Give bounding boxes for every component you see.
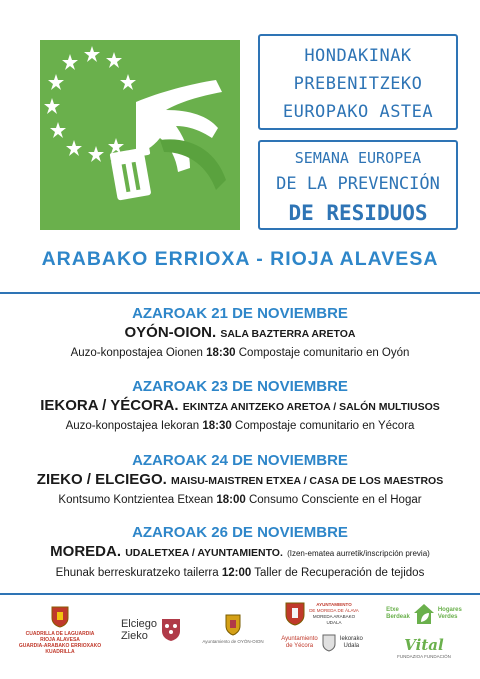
event-date: AZAROAK 21 DE NOVIEMBRE — [132, 305, 348, 322]
divider-bottom — [0, 593, 480, 595]
event-note: (Izen-ematea aurretik/inscripción previa) — [287, 549, 430, 558]
moreda-line-4: UDALA — [326, 620, 342, 625]
event-time: 18:00 — [216, 494, 246, 506]
event-place — [0, 470, 480, 491]
elciego-name: Elciego — [120, 618, 158, 630]
event-desc-eu: Auzo-konpostajea Oionen — [70, 347, 203, 359]
title-spanish — [258, 140, 458, 230]
title-es-line-2: DE LA PREVENCIÓN — [276, 174, 440, 194]
hogares-line-1: Hogares — [437, 607, 462, 613]
etxe-line-2: Berdeak — [386, 614, 410, 620]
title-eu-line-3: EUROPAKO ASTEA — [282, 102, 434, 122]
etxe-line-1: Etxe — [386, 607, 399, 613]
event-2 — [0, 378, 480, 435]
logo-moreda-yecora — [272, 602, 372, 652]
event-date: AZAROAK 23 DE NOVIEMBRE — [132, 378, 348, 395]
event-desc-eu: Kontsumo Kontzientea Etxean — [58, 494, 214, 506]
cuadrilla-line-2: RIOJA ALAVESA — [40, 637, 80, 643]
event-time: 18:30 — [206, 347, 236, 359]
event-date: AZAROAK 26 DE NOVIEMBRE — [132, 524, 348, 541]
event-desc-es: Consumo Consciente en el Hogar — [248, 494, 422, 506]
iekora-line-2: Udala — [343, 643, 360, 649]
elciego-shield-icon — [161, 618, 181, 642]
yecora-line-2: de Yécora — [285, 643, 314, 649]
logo-hogares-verdes — [378, 602, 470, 659]
event-1 — [0, 305, 480, 362]
vital-caption: FUNDAZIOA FUNDACIÓN — [397, 654, 451, 659]
cuadrilla-shield-icon — [51, 606, 69, 628]
event-desc-eu: Auzo-konpostajea Iekoran — [65, 420, 200, 432]
house-leaf-icon — [413, 602, 435, 626]
event-desc-es: Compostaje comunitario en Oyón — [238, 347, 410, 359]
event-description — [0, 417, 480, 435]
event-time: 18:30 — [202, 420, 232, 432]
event-desc-es: Compostaje comunitario en Yécora — [235, 420, 415, 432]
title-eu-line-2: PREBENITZEKO — [293, 74, 423, 94]
oyon-shield-icon — [225, 614, 241, 636]
iekora-line-1: Iekorako — [339, 636, 363, 642]
moreda-line-1: AYUNTAMIENTO — [316, 602, 352, 607]
event-time: 12:00 — [221, 567, 252, 579]
event-town: OYÓN-OION. — [124, 324, 217, 341]
event-desc-es: Taller de Recuperación de tejidos — [254, 567, 425, 579]
event-place — [0, 323, 480, 344]
title-es-line-1: SEMANA EUROPEA — [294, 149, 422, 167]
event-place — [0, 396, 480, 417]
vital-logo-text: Vital — [404, 636, 444, 654]
cuadrilla-line-1: CUADRILLA DE LAGUARDIA — [25, 631, 95, 637]
event-3 — [0, 452, 480, 509]
region-title: ARABAKO ERRIOXA - RIOJA ALAVESA — [41, 248, 439, 270]
sponsor-logos — [0, 600, 480, 679]
event-town: ZIEKO / ELCIEGO. — [36, 471, 167, 488]
event-description — [0, 491, 480, 509]
zieko-name: Zieko — [120, 630, 148, 642]
event-venue: SALA BAZTERRA ARETOA — [220, 328, 356, 340]
event-desc-eu: Ehunak berreskuratzeko tailerra — [55, 567, 219, 579]
event-venue: MAISU-MAISTREN ETXEA / CASA DE LOS MAESTROS — [170, 475, 444, 487]
event-venue: UDALETXEA / AYUNTAMIENTO. — [125, 547, 283, 559]
event-town: IEKORA / YÉCORA. — [40, 397, 179, 414]
title-eu-line-1: HONDAKINAK — [304, 46, 412, 66]
moreda-line-2: DE MOREDA DE ÁLAVA — [309, 608, 359, 613]
divider-top — [0, 292, 480, 294]
eu-week-logo — [40, 40, 240, 230]
event-place — [0, 542, 480, 564]
logo-elciego — [112, 618, 190, 642]
cuadrilla-line-3: GUARDIA-ARABAKO ERRIOXAKO — [18, 643, 102, 649]
title-es-line-3: DE RESIDUOS — [288, 201, 428, 225]
logo-cuadrilla — [14, 606, 106, 655]
event-town: MOREDA. — [50, 543, 122, 560]
event-description — [0, 344, 480, 362]
logo-oyon — [200, 614, 266, 644]
event-date: AZAROAK 24 DE NOVIEMBRE — [132, 452, 348, 469]
hogares-line-2: Verdes — [437, 614, 458, 620]
moreda-line-3: MOREDA ARABAKO — [312, 614, 356, 619]
event-4 — [0, 524, 480, 582]
moreda-shield-icon — [285, 602, 305, 626]
cuadrilla-line-4: KUADRILLA — [45, 649, 75, 655]
event-venue: EKINTZA ANITZEKO ARETOA / SALÓN MULTIUSOS — [182, 401, 440, 413]
oyon-caption: Ayuntamiento de OYÓN-OION — [202, 639, 264, 644]
iekora-shield-icon — [322, 634, 336, 652]
event-description — [0, 564, 480, 582]
title-basque — [258, 34, 458, 130]
yecora-line-1: Ayuntamiento — [281, 636, 318, 642]
header — [0, 0, 480, 236]
